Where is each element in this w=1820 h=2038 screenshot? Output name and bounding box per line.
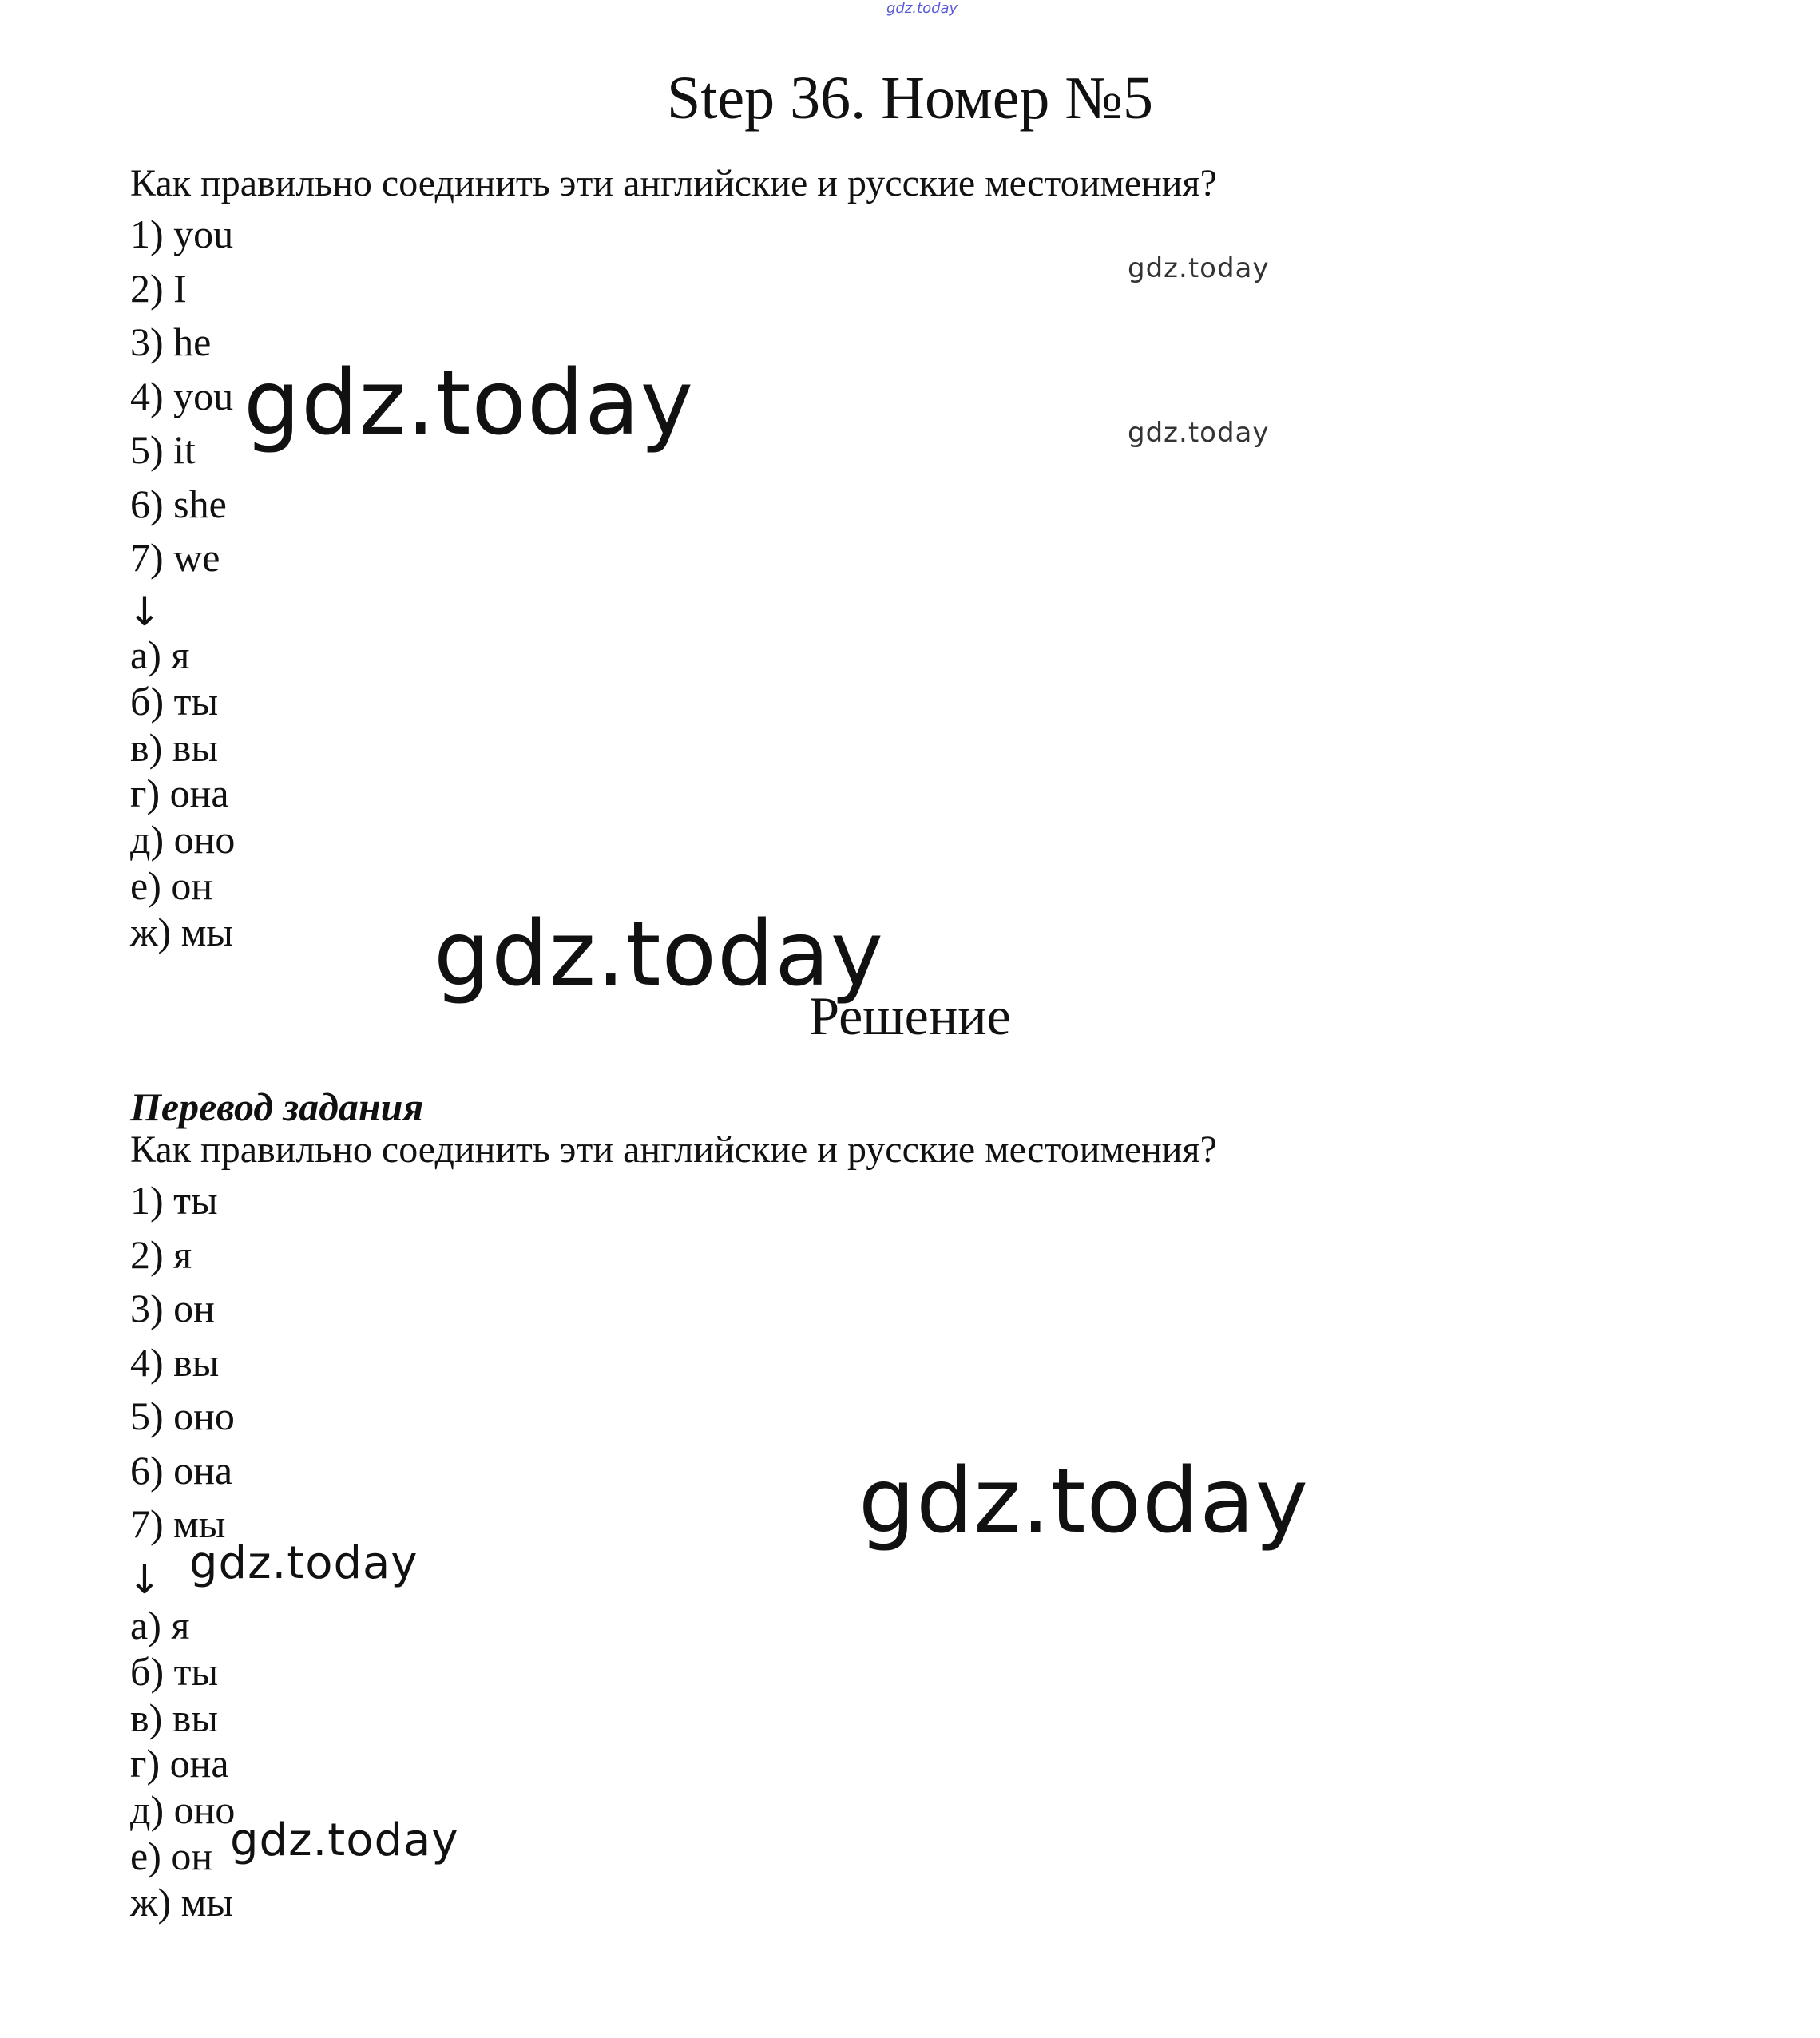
translation-question: Как правильно соединить эти английские и русские местоимения? — [130, 1128, 1217, 1171]
watermark: gdz.today — [1128, 252, 1270, 284]
list-item: б) ты — [130, 1648, 219, 1694]
list-item: г) она — [130, 771, 229, 816]
list-item: д) оно — [130, 1787, 236, 1833]
list-item: е) он — [130, 862, 213, 908]
solution-heading: Решение — [809, 985, 1011, 1046]
list-item: 6) she — [130, 481, 227, 526]
watermark: gdz.today — [1128, 417, 1270, 449]
list-item: в) вы — [130, 724, 218, 770]
watermark: gdz.today — [189, 1537, 418, 1589]
list-item: б) ты — [130, 678, 219, 724]
watermark: gdz.today — [434, 902, 885, 1006]
task-russian-pronouns — [130, 632, 235, 956]
watermark: gdz.today — [230, 1814, 459, 1866]
list-item: г) она — [130, 1741, 229, 1786]
list-item: 5) оно — [130, 1394, 235, 1438]
list-item: а) я — [130, 632, 190, 677]
list-item: 2) я — [130, 1231, 192, 1277]
list-item: 3) he — [130, 319, 212, 364]
list-item: в) вы — [130, 1695, 218, 1740]
down-arrow-icon: ↓ — [128, 589, 161, 635]
list-item: 1) you — [130, 212, 234, 256]
list-item: ж) мы — [130, 1879, 233, 1925]
page-title: Step 36. Номер №5 — [667, 65, 1153, 132]
list-item: ж) мы — [130, 909, 233, 954]
list-item: 4) вы — [130, 1339, 220, 1385]
top-watermark: gdz.today — [886, 0, 958, 17]
list-item: д) оно — [130, 817, 236, 862]
task-english-pronouns — [130, 208, 233, 585]
task-question: Как правильно соединить эти английские и русские местоимения? — [130, 162, 1217, 204]
translation-heading: Перевод задания — [130, 1084, 424, 1129]
list-item: 7) we — [130, 535, 220, 580]
list-item: 6) она — [130, 1447, 233, 1493]
list-item: 7) мы — [130, 1501, 226, 1546]
list-item: 4) you — [130, 373, 234, 418]
watermark: gdz.today — [858, 1449, 1310, 1553]
list-item: 5) it — [130, 427, 196, 472]
translation-numbered-list — [130, 1174, 235, 1552]
list-item: а) я — [130, 1603, 190, 1647]
list-item: 3) он — [130, 1286, 215, 1330]
translation-lettered-list — [130, 1603, 235, 1926]
list-item: 1) ты — [130, 1178, 218, 1223]
list-item: 2) I — [130, 265, 187, 311]
list-item: е) он — [130, 1833, 213, 1878]
down-arrow-icon: ↓ — [128, 1556, 161, 1603]
watermark: gdz.today — [244, 351, 695, 455]
